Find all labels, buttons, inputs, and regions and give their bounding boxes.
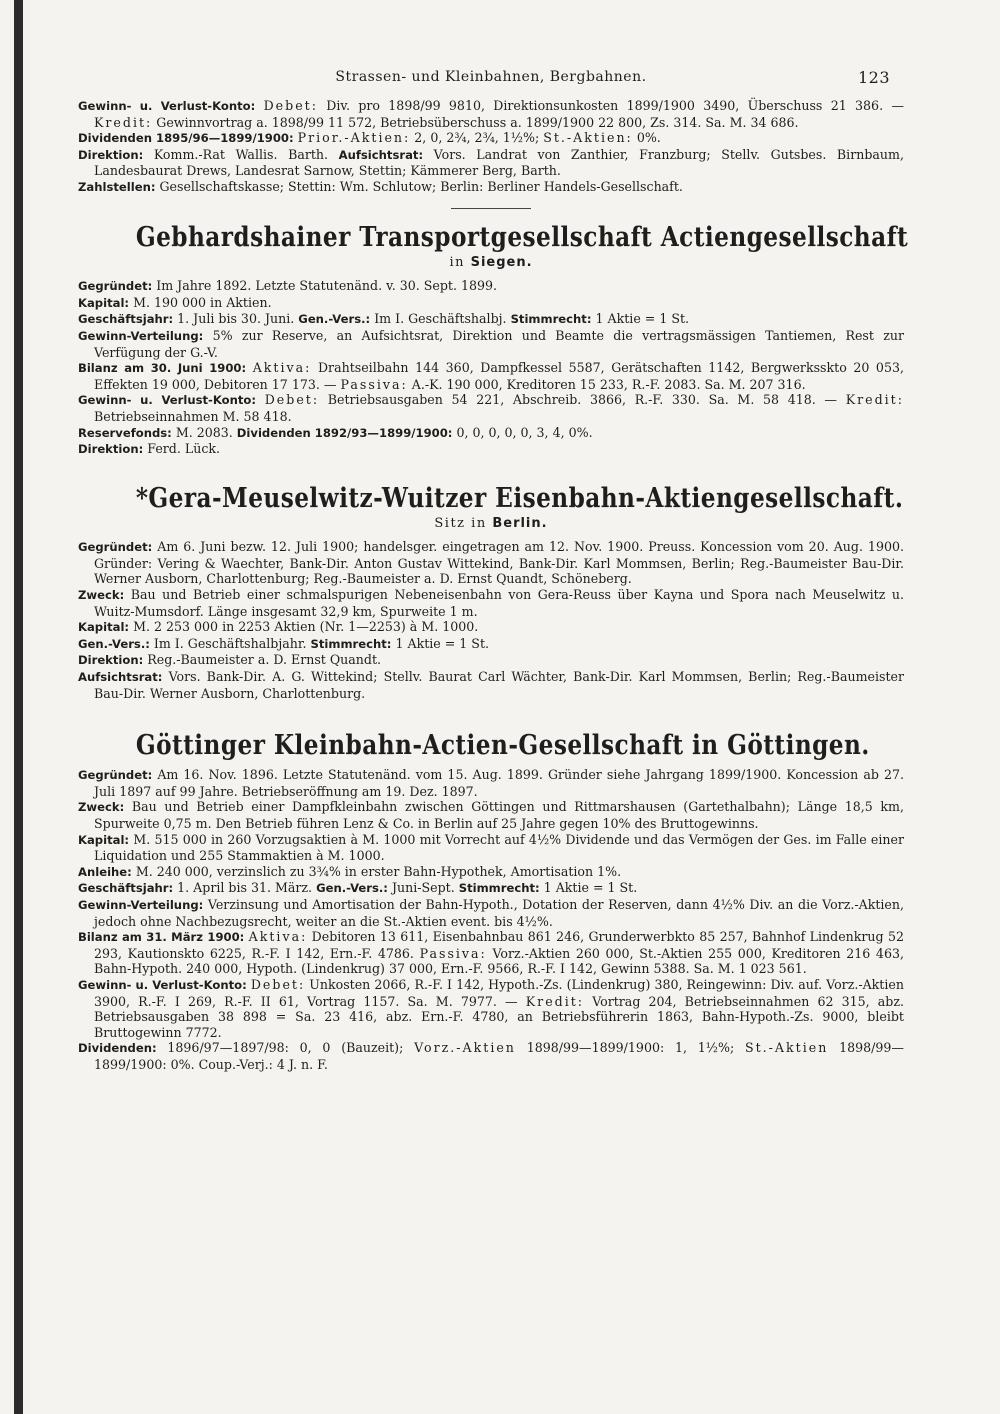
entry-gegruendet [78,767,904,799]
text: M. 2083. [175,424,233,440]
text: Unkosten 2066, R.-F. I 142, Hypoth.-Zs. (Lindenkrug) 380, Reingewinn: Div. auf. Vorz.-Aktien 3900, R.-F. I 269, R.-F. II 61, Vortrag 1157. Sa. M. 7977. — [94,976,904,1009]
label: Kapital: [78,620,130,635]
text: A.-K. 190 000, Kreditoren 15 233, R.-F. 2083. Sa. M. 207 316. [411,376,806,392]
entry-kapital [78,619,904,636]
section-spacer [78,458,904,484]
label: Bilanz am 30. Juni 1900: [78,361,247,376]
label: Gewinn-Verteilung: [78,897,204,912]
text: 1. April bis 31. März. [177,880,313,896]
text: St.-Aktien: [543,130,633,146]
text: M. 2 253 000 in 2253 Aktien (Nr. 1—2253) à M. 1000. [133,619,479,635]
text: 1 Aktie = 1 St. [395,635,490,651]
label: Kapital: [78,295,130,310]
company-seat [78,255,904,271]
label: Gegründet: [78,768,153,783]
text: Komm.-Rat Wallis. Barth. [153,146,329,162]
text: Verzinsung und Amortisation der Bahn-Hypoth., Dotation der Reserven, dann 4½% Div. an die Vorz.-Aktien, jedoch ohne Nachbezugsrecht, weiter an die St.-Aktien event. bis 4½%. [94,896,904,929]
text: Prior.-Aktien: [297,130,411,146]
entry-gewinn-verteilung [78,897,904,929]
label: Stimmrecht: [510,312,592,327]
text: 0, 0, 0, 0, 0, 3, 4, 0%. [456,424,593,440]
text: Bau und Betrieb einer Dampfkleinbahn zwischen Göttingen und Rittmarshausen (Gartethalbahn); Länge 18,5 km, Spurweite 0,75 m. Den Betrieb führen Lenz & Co. in Berlin auf 25 Jahre gegen 10% des Bruttogewinns. [94,799,904,831]
kredit-label: Kredit: [94,114,153,130]
label: Zahlstellen: [78,179,156,194]
debet-label: Debet: [264,392,320,408]
text: M. 240 000, verzinslich zu 3¾% in erster Bahn-Hypothek, Amortisation 1%. [135,863,622,879]
label: Gegründet: [78,540,153,555]
text: Ferd. Lück. [147,441,221,457]
entry-bilanz [78,929,904,977]
entry-zweck [78,799,904,831]
label: Gewinn- u. Verlust-Konto: [78,393,257,408]
text: Drahtseilbahn 144 360, Dampfkessel 5587, Gerätschaften 1142, Bergwerksskto 20 053, Effekten 19 000, Debitoren 17 173. — [94,360,904,392]
entry-anleihe [78,864,904,881]
text: 2, 0, 2¾, 2¾, 1½%; [414,130,540,146]
entry-gewinn-verlust [78,98,904,130]
label: Gen.-Vers.: [316,881,388,896]
seat-prefix: in [449,254,465,270]
label: Gegründet: [78,279,153,294]
entry-gewinn-verlust [78,977,904,1040]
section-spacer [78,701,904,731]
entry-geschaeftsjahr [78,880,904,897]
text: Im I. Geschäftshalbjahr. [153,635,307,651]
label: Direktion: [78,653,144,668]
entry-gewinn-verteilung [78,328,904,360]
label: Direktion: [78,147,144,162]
label: Geschäftsjahr: [78,881,174,896]
text: St.-Aktien [744,1040,829,1056]
label: Zweck: [78,800,125,815]
label: Anleihe: [78,864,132,879]
text: Debitoren 13 611, Eisenbahnbau 861 246, Grunderwerbkto 85 257, Bahnhof Lindenkrug 52 293, Kautionskto 6225, R.-F. I 142, Ern.-F. 4786. [94,929,904,961]
entry-direktion [78,147,904,179]
debet-label: Debet: [263,98,318,113]
text: 1 Aktie = 1 St. [595,311,690,327]
text: 1 Aktie = 1 St. [543,880,638,896]
label: Aufsichtsrat: [78,670,163,685]
label: Kapital: [78,832,130,847]
text: 1898/99—1899/1900: 1, 1½%; [526,1040,735,1056]
entry-zahlstellen [78,179,904,196]
passiva-label: Passiva: [340,376,408,392]
text: Im Jahre 1892. Letzte Statutenänd. v. 30. Sept. 1899. [156,278,498,294]
text: 1898/99—1899/1900: 0%. Coup.-Verj.: 4 J. n. F. [94,1040,905,1072]
text: Am 6. Juni bezw. 12. Juli 1900; handelsger. eingetragen am 12. Nov. 1900. Preuss. Koncession vom 20. Aug. 1900. Gründer: Vering & Waechter, Bank-Dir. Anton Gustav Wittekind, Bank-Dir. Karl Mommsen, Berlin; Reg.-Baumeister Bau-Dir. Werner Ausborn, Charlottenburg; Reg.-Baumeister a. D. Ernst Quandt, Schöneberg. [94,539,904,587]
text: Betriebsausgaben 54 221, Abschreib. 3866, R.-F. 330. Sa. M. 58 418. — [327,392,838,408]
label: Geschäftsjahr: [78,312,174,327]
label: Dividenden 1892/93—1899/1900: [236,425,453,440]
entry-direktion [78,441,904,458]
entry-gegruendet [78,539,904,587]
entry-dividenden [78,130,904,147]
label: Gewinn- u. Verlust-Konto: [78,99,256,113]
text: 1896/97—1897/98: 0, 0 (Bauzeit); [167,1040,404,1056]
text: 5% zur Reserve, an Aufsichtsrat, Direktion und Beamte die vertragsmässigen Tantiemen, Rest zur Verfügung der G.-V. [94,327,904,360]
debet-label: Debet: [250,976,306,992]
text: Reg.-Baumeister a. D. Ernst Quandt. [147,652,382,668]
label: Reservefonds: [78,425,172,440]
company-title: Göttinger Kleinbahn-Actien-Gesellschaft in Göttingen. [135,730,870,762]
section-previous-company [78,98,904,196]
label: Gen.-Vers.: [298,312,371,327]
entry-gen-vers [78,636,904,653]
entry-kapital [78,295,904,312]
section-goettingen [78,731,904,1072]
page-number: 123 [857,68,890,87]
seat-city: Berlin. [492,515,548,531]
label: Gen.-Vers.: [78,636,150,651]
label: Gewinn- u. Verlust-Konto: [78,977,247,992]
kredit-label: Kredit: [525,993,585,1009]
text: Am 16. Nov. 1896. Letzte Statutenänd. vom 15. Aug. 1899. Gründer siehe Jahrgang 1899/1900. Koncession ab 27. Juli 1897 auf 99 Jahre. Betriebseröffnung am 19. Dez. 1897. [94,767,904,799]
label: Stimmrecht: [310,636,392,651]
label: Zweck: [78,588,125,603]
text: Betriebseinnahmen M. 58 418. [94,408,292,424]
aktiva-label: Aktiva: [248,929,308,945]
entry-kapital [78,832,904,864]
text: Bau und Betrieb einer schmalspurigen Nebeneisenbahn von Gera-Reuss über Kayna und Spora nach Meuselwitz u. Wuitz-Mumsdorf. Länge insgesamt 32,9 km, Spurweite 1 m. [94,587,904,619]
text: Gewinnvortrag a. 1898/99 11 572, Betriebsüberschuss a. 1899/1900 22 800, Zs. 314. Sa. M. 34 686. [156,114,799,130]
text: Im I. Geschäftshalbj. [374,311,507,327]
label: Dividenden: [78,1041,157,1056]
entry-aufsichtsrat [78,669,904,701]
text: Vortrag 204, Betriebseinnahmen 62 315, abz. Betriebsausgaben 38 898 = Sa. 23 416, abz. Ern.-F. 4780, an Betriebsführerin 1863, Bahn-Hypoth.-Zs. 9000, bleibt Bruttogewinn 7772. [94,993,904,1040]
label: Stimmrecht: [458,881,540,896]
text: Vorz.-Aktien [414,1040,516,1056]
entry-dividenden [78,1040,904,1072]
text: Juni-Sept. [391,880,455,896]
text: Vors. Bank-Dir. A. G. Wittekind; Stellv. Baurat Carl Wächter, Bank-Dir. Karl Mommsen, Berlin; Reg.-Baumeister Bau-Dir. Werner Ausborn, Charlottenburg. [94,669,904,701]
text: Vorz.-Aktien 260 000, St.-Aktien 255 000, Kreditoren 216 463, Bahn-Hypoth. 240 000, Hypoth. (Lindenkrug) 37 000, Ern.-F. 9566, R.-F. I 142, Gewinn 5388. Sa. M. 1 023 561. [94,945,904,977]
text: 1. Juli bis 30. Juni. [177,311,295,327]
section-divider [451,208,531,209]
company-seat [78,516,904,532]
kredit-label: Kredit: [845,392,904,408]
section-gebhardshain [78,221,909,458]
text: M. 515 000 in 260 Vorzugsaktien à M. 1000 mit Vorrecht auf 4½% Dividende und das Vermögen der Ges. im Falle einer Liquidation und 255 Stammaktien à M. 1000. [94,831,904,864]
entry-direktion [78,652,904,669]
label: Bilanz am 31. März 1900: [78,930,245,945]
label: Dividenden 1895/96—1899/1900: [78,131,294,146]
entry-gegruendet [78,278,904,295]
label: Gewinn-Verteilung: [78,328,204,343]
text: Div. pro 1898/99 9810, Direktionsunkosten 1899/1900 3490, Überschuss 21 386. — [326,98,904,113]
seat-city: Siegen. [470,254,533,270]
entry-zweck [78,587,904,619]
running-title: Strassen- und Kleinbahnen, Bergbahnen. [335,69,647,85]
text: M. 190 000 in Aktien. [133,294,272,310]
label: Aufsichtsrat: [338,147,424,162]
section-gera [78,484,904,702]
aktiva-label: Aktiva: [252,360,312,376]
binding-edge [14,0,23,1414]
entry-gewinn-verlust [78,392,904,424]
passiva-label: Passiva: [419,945,487,961]
entry-reservefonds [78,425,904,442]
text: Gesellschaftskasse; Stettin: Wm. Schlutow; Berlin: Berliner Handels-Gesellschaft. [159,178,683,194]
running-header [78,70,904,98]
text: 0%. [636,130,661,146]
text: Vors. Landrat von Zanthier, Franzburg; Stellv. Gutsbes. Birnbaum, Landesbaurat Drews, Landesrat Sarnow, Stettin; Kämmerer Berg, Barth. [94,146,904,179]
company-title: *Gera-Meuselwitz-Wuitzer Eisenbahn-Aktiengesellschaft. [135,482,904,514]
company-title: Gebhardshainer Transportgesellschaft Actiengesellschaft [135,221,909,253]
label: Direktion: [78,442,144,457]
seat-prefix: Sitz in [434,515,487,531]
entry-geschaeftsjahr [78,311,904,328]
entry-bilanz [78,360,904,392]
page [78,68,909,1073]
